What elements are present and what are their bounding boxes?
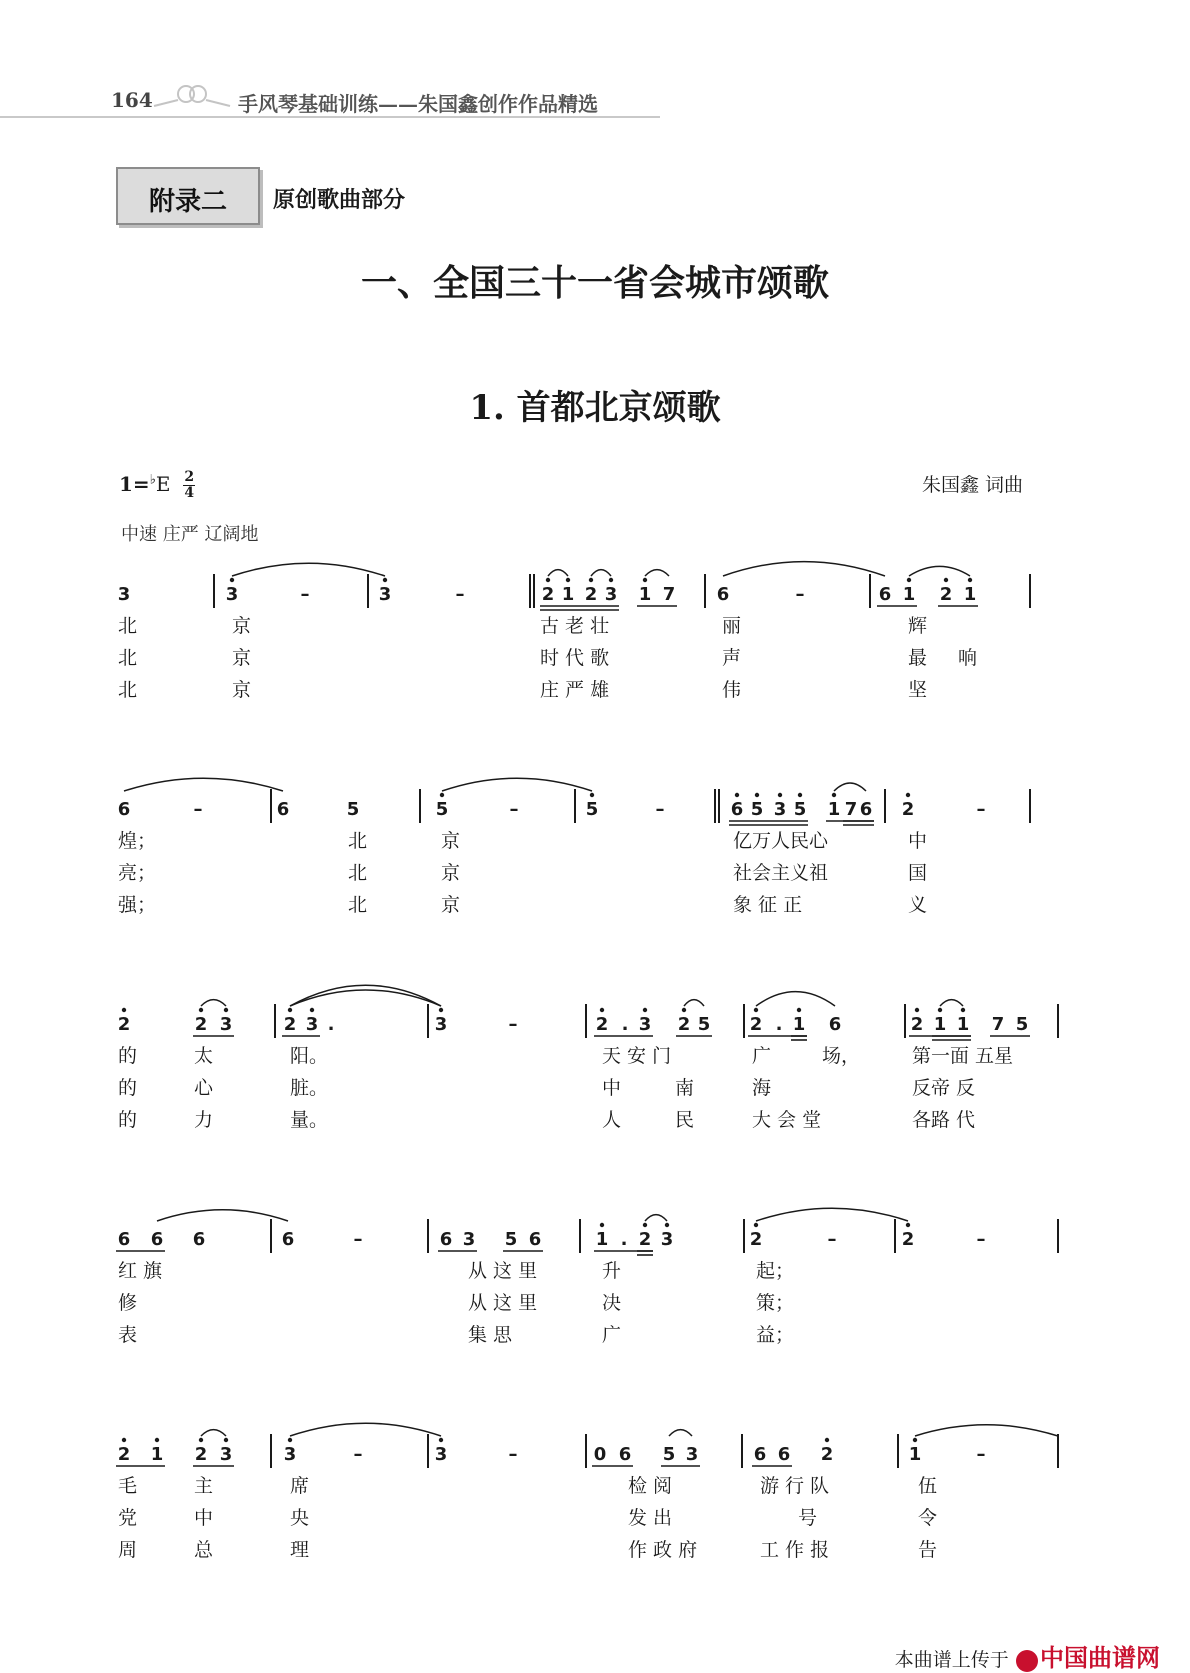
- octave-dot: [907, 578, 911, 582]
- note: 3: [219, 1014, 233, 1035]
- octave-dot: [797, 1008, 801, 1012]
- slur: [669, 1430, 692, 1436]
- note: 2: [677, 1014, 691, 1035]
- note: 5: [504, 1229, 518, 1250]
- lyric: 中: [602, 1077, 622, 1099]
- lyric: 太: [194, 1045, 214, 1067]
- slur: [548, 570, 568, 576]
- lyric: 古 老 壮: [540, 615, 610, 637]
- note: 5: [585, 799, 599, 820]
- lyric: 中: [908, 830, 928, 852]
- octave-dot: [122, 1438, 126, 1442]
- note: 3: [117, 584, 131, 605]
- slur: [201, 1000, 226, 1006]
- lyric: 丽: [722, 615, 742, 637]
- octave-dot: [288, 1438, 292, 1442]
- note: 6: [281, 1229, 295, 1250]
- note: 1: [827, 799, 841, 820]
- slur: [723, 562, 885, 576]
- lyric: 京: [232, 615, 252, 637]
- lyric: 阳。: [290, 1045, 329, 1067]
- lyric: 国: [908, 862, 928, 884]
- octave-dot: [643, 1223, 647, 1227]
- octave-dot: [224, 1008, 228, 1012]
- note: 3: [773, 799, 787, 820]
- note: 6: [777, 1444, 791, 1465]
- note: 1: [638, 584, 652, 605]
- note: 6: [276, 799, 290, 820]
- note: 6: [439, 1229, 453, 1250]
- octave-dot: [643, 1008, 647, 1012]
- note: 2: [910, 1014, 924, 1035]
- lyric: 广: [602, 1324, 622, 1346]
- lyric: 人: [602, 1109, 622, 1131]
- slur: [756, 1208, 908, 1221]
- lyric: 京: [441, 862, 461, 884]
- note: 0: [593, 1444, 607, 1465]
- octave-dot: [682, 1008, 686, 1012]
- octave-dot: [310, 1008, 314, 1012]
- slur: [684, 1000, 704, 1006]
- octave-dot: [754, 1008, 758, 1012]
- note: 3: [604, 584, 618, 605]
- key-letter: E: [155, 472, 171, 496]
- lyric: 北: [118, 679, 138, 701]
- lyric: 党: [118, 1507, 138, 1529]
- note: 6: [150, 1229, 164, 1250]
- note: –: [655, 799, 665, 820]
- note: 3: [219, 1444, 233, 1465]
- note: 5: [793, 799, 807, 820]
- octave-dot: [944, 578, 948, 582]
- octave-dot: [600, 1223, 604, 1227]
- note: –: [795, 584, 805, 605]
- octave-dot: [798, 793, 802, 797]
- lyric: 游 行 队: [760, 1475, 830, 1497]
- note: 6: [859, 799, 873, 820]
- note: 2: [939, 584, 953, 605]
- octave-dot: [439, 1438, 443, 1442]
- lyric: 脏。: [290, 1077, 329, 1099]
- slur: [591, 570, 611, 576]
- octave-dot: [643, 578, 647, 582]
- octave-dot: [735, 793, 739, 797]
- note: 3: [660, 1229, 674, 1250]
- page-number: 164: [111, 88, 153, 112]
- lyric: 各路 代: [912, 1109, 976, 1131]
- octave-dot: [754, 1223, 758, 1227]
- footer-text: 本曲谱上传于: [894, 1650, 1009, 1671]
- lyric: 声: [722, 647, 742, 669]
- note: 2: [749, 1229, 763, 1250]
- lyric: 社会主义祖: [733, 862, 829, 884]
- note: –: [827, 1229, 837, 1250]
- note: 1: [150, 1444, 164, 1465]
- note: 2: [117, 1014, 131, 1035]
- lyric: 周: [118, 1539, 138, 1561]
- note: –: [353, 1229, 363, 1250]
- lyric: 中: [194, 1507, 214, 1529]
- slur: [645, 570, 669, 576]
- octave-dot: [832, 793, 836, 797]
- note: 1: [561, 584, 575, 605]
- note: 6: [528, 1229, 542, 1250]
- note: 2: [901, 1229, 915, 1250]
- note: 6: [618, 1444, 632, 1465]
- slur: [232, 563, 385, 576]
- lyric: 作 政 府: [628, 1539, 698, 1561]
- note: 2: [194, 1014, 208, 1035]
- note: 2: [283, 1014, 297, 1035]
- lyric: 亮；: [118, 862, 157, 884]
- octave-dot: [665, 1223, 669, 1227]
- lyric: 民: [675, 1109, 695, 1131]
- octave-dot: [383, 578, 387, 582]
- slur: [290, 985, 441, 1006]
- lyric: 令: [918, 1507, 938, 1529]
- lyric: 的: [118, 1045, 138, 1067]
- octave-dot: [566, 578, 570, 582]
- note: .: [620, 1229, 628, 1250]
- lyric: 毛: [118, 1475, 138, 1497]
- lyric: 北: [348, 862, 368, 884]
- key-prefix: 1=: [119, 472, 150, 496]
- lyric: 集 思: [468, 1324, 513, 1346]
- note: 1: [963, 584, 977, 605]
- slur: [201, 1430, 226, 1436]
- lyric: 京: [232, 647, 252, 669]
- note: 1: [902, 584, 916, 605]
- lyric: 伍: [918, 1475, 938, 1497]
- octave-dot: [155, 1438, 159, 1442]
- octave-dot: [778, 793, 782, 797]
- lyric: 主: [194, 1475, 214, 1497]
- lyric: 理: [290, 1539, 310, 1561]
- octave-dot: [968, 578, 972, 582]
- note: 1: [956, 1014, 970, 1035]
- octave-dot: [609, 578, 613, 582]
- octave-dot: [440, 793, 444, 797]
- lyric: 从 这 里: [468, 1292, 538, 1314]
- lyric: 响: [958, 647, 978, 669]
- note: 3: [378, 584, 392, 605]
- lyric: 发 出: [628, 1507, 673, 1529]
- note: 3: [685, 1444, 699, 1465]
- lyric: 伟: [722, 679, 742, 701]
- slur: [157, 1210, 288, 1221]
- lyric: 大 会 堂: [752, 1109, 822, 1131]
- note: 2: [749, 1014, 763, 1035]
- lyric: 广: [752, 1045, 772, 1067]
- lyric: 海: [752, 1077, 772, 1099]
- tempo-marking: 中速 庄严 辽阔地: [121, 524, 259, 545]
- lyric: 的: [118, 1077, 138, 1099]
- lyric: 总: [194, 1539, 214, 1561]
- slur: [940, 1000, 963, 1006]
- octave-dot: [230, 578, 234, 582]
- lyric: 象 征 正: [733, 894, 803, 916]
- lyric: 量。: [290, 1109, 329, 1131]
- site-logo-icon: [1016, 1650, 1038, 1672]
- lyric: 京: [232, 679, 252, 701]
- octave-dot: [589, 578, 593, 582]
- song-title: 1. 首都北京颂歌: [469, 388, 721, 428]
- lyric: 起；: [756, 1260, 795, 1282]
- note: –: [509, 799, 519, 820]
- note: 2: [541, 584, 555, 605]
- note: 3: [434, 1444, 448, 1465]
- octave-dot: [913, 1438, 917, 1442]
- note: 2: [901, 799, 915, 820]
- note: –: [976, 1444, 986, 1465]
- flat-sign: ♭: [149, 472, 156, 488]
- lyric: 辉: [908, 615, 928, 637]
- lyric: 京: [441, 894, 461, 916]
- lyric: 号: [798, 1507, 818, 1529]
- octave-dot: [288, 1008, 292, 1012]
- note: –: [300, 584, 310, 605]
- lyric: 力: [194, 1109, 214, 1131]
- lyric: 修: [118, 1292, 138, 1314]
- note: .: [621, 1014, 629, 1035]
- note: 6: [828, 1014, 842, 1035]
- octave-dot: [199, 1438, 203, 1442]
- lyric: 北: [348, 830, 368, 852]
- note: 6: [878, 584, 892, 605]
- lyric: 最: [908, 647, 928, 669]
- slur: [909, 566, 970, 576]
- note: –: [508, 1444, 518, 1465]
- lyric: 北: [348, 894, 368, 916]
- note: –: [193, 799, 203, 820]
- note: 1: [792, 1014, 806, 1035]
- time-top: 2: [184, 469, 195, 485]
- note: 6: [730, 799, 744, 820]
- note: .: [775, 1014, 783, 1035]
- lyric: 反帝 反: [912, 1077, 976, 1099]
- note: 6: [117, 799, 131, 820]
- note: 7: [844, 799, 858, 820]
- footer: [895, 1638, 1160, 1673]
- footer-brand: 中国曲谱网: [1040, 1645, 1160, 1672]
- octave-dot: [906, 1223, 910, 1227]
- note: 3: [225, 584, 239, 605]
- author-credit: 朱国鑫 词曲: [922, 474, 1024, 496]
- note: 1: [933, 1014, 947, 1035]
- note: 5: [346, 799, 360, 820]
- lyric: 告: [918, 1539, 938, 1561]
- note: 1: [595, 1229, 609, 1250]
- slur: [756, 992, 835, 1006]
- lyric: 义: [908, 894, 928, 916]
- note: 2: [584, 584, 598, 605]
- note: –: [976, 1229, 986, 1250]
- note: 2: [117, 1444, 131, 1465]
- octave-dot: [199, 1008, 203, 1012]
- lyric: 席: [290, 1475, 310, 1497]
- note: 3: [434, 1014, 448, 1035]
- lyric: 亿万人民心: [733, 830, 829, 852]
- lyric: 天 安 门: [602, 1045, 672, 1067]
- lyric: 第一面 五星: [912, 1045, 1014, 1067]
- lyric: 益；: [756, 1324, 795, 1346]
- slur: [124, 778, 283, 791]
- note: 6: [117, 1229, 131, 1250]
- note: 5: [1015, 1014, 1029, 1035]
- lyric: 表: [118, 1324, 138, 1346]
- note: 7: [991, 1014, 1005, 1035]
- note: 2: [595, 1014, 609, 1035]
- slur: [915, 1425, 1058, 1436]
- lyric: 央: [290, 1507, 310, 1529]
- lyric: 煌；: [118, 830, 157, 852]
- note: 6: [716, 584, 730, 605]
- time-bottom: 4: [184, 485, 195, 501]
- octave-dot: [439, 1008, 443, 1012]
- slur: [645, 1215, 667, 1221]
- slur: [290, 1423, 441, 1436]
- note: 6: [753, 1444, 767, 1465]
- appendix-subtitle: 原创歌曲部分: [273, 187, 406, 213]
- book-title: 手风琴基础训练——朱国鑫创作作品精选: [238, 92, 598, 116]
- slur: [290, 990, 441, 1006]
- note: –: [455, 584, 465, 605]
- lyric: 升: [602, 1260, 622, 1282]
- octave-dot: [122, 1008, 126, 1012]
- note: 1: [908, 1444, 922, 1465]
- note: 2: [638, 1229, 652, 1250]
- octave-dot: [590, 793, 594, 797]
- lyric: 决: [602, 1292, 622, 1314]
- note: 5: [662, 1444, 676, 1465]
- lyric: 时 代 歌: [540, 647, 610, 669]
- lyric: 京: [441, 830, 461, 852]
- lyric: 北: [118, 647, 138, 669]
- note: –: [353, 1444, 363, 1465]
- lyric: 强；: [118, 894, 157, 916]
- lyric: 北: [118, 615, 138, 637]
- note: 5: [697, 1014, 711, 1035]
- lyric: 策；: [756, 1292, 795, 1314]
- note: 5: [750, 799, 764, 820]
- slur: [442, 778, 592, 791]
- note: –: [508, 1014, 518, 1035]
- octave-dot: [961, 1008, 965, 1012]
- octave-dot: [906, 793, 910, 797]
- octave-dot: [600, 1008, 604, 1012]
- note: –: [976, 799, 986, 820]
- lyric: 的: [118, 1109, 138, 1131]
- note: 5: [435, 799, 449, 820]
- section-title: 一、全国三十一省会城市颂歌: [360, 262, 829, 304]
- lyric: 南: [675, 1077, 695, 1099]
- lyric: 从 这 里: [468, 1260, 538, 1282]
- appendix-label: 附录二: [148, 187, 227, 217]
- note: 7: [662, 584, 676, 605]
- note: 3: [305, 1014, 319, 1035]
- note: 2: [194, 1444, 208, 1465]
- slur: [834, 783, 866, 791]
- lyric: 红 旗: [118, 1260, 163, 1282]
- octave-dot: [546, 578, 550, 582]
- note: 6: [192, 1229, 206, 1250]
- lyric: 场，: [822, 1045, 861, 1067]
- note: 3: [638, 1014, 652, 1035]
- note: 3: [283, 1444, 297, 1465]
- lyric: 心: [194, 1077, 214, 1099]
- octave-dot: [224, 1438, 228, 1442]
- note: .: [327, 1014, 335, 1035]
- lyric: 庄 严 雄: [540, 679, 610, 701]
- octave-dot: [915, 1008, 919, 1012]
- note: 2: [820, 1444, 834, 1465]
- octave-dot: [938, 1008, 942, 1012]
- lyric: 检 阅: [628, 1475, 673, 1497]
- note: 3: [462, 1229, 476, 1250]
- lyric: 工 作 报: [760, 1539, 830, 1561]
- octave-dot: [755, 793, 759, 797]
- octave-dot: [825, 1438, 829, 1442]
- lyric: 坚: [908, 679, 928, 701]
